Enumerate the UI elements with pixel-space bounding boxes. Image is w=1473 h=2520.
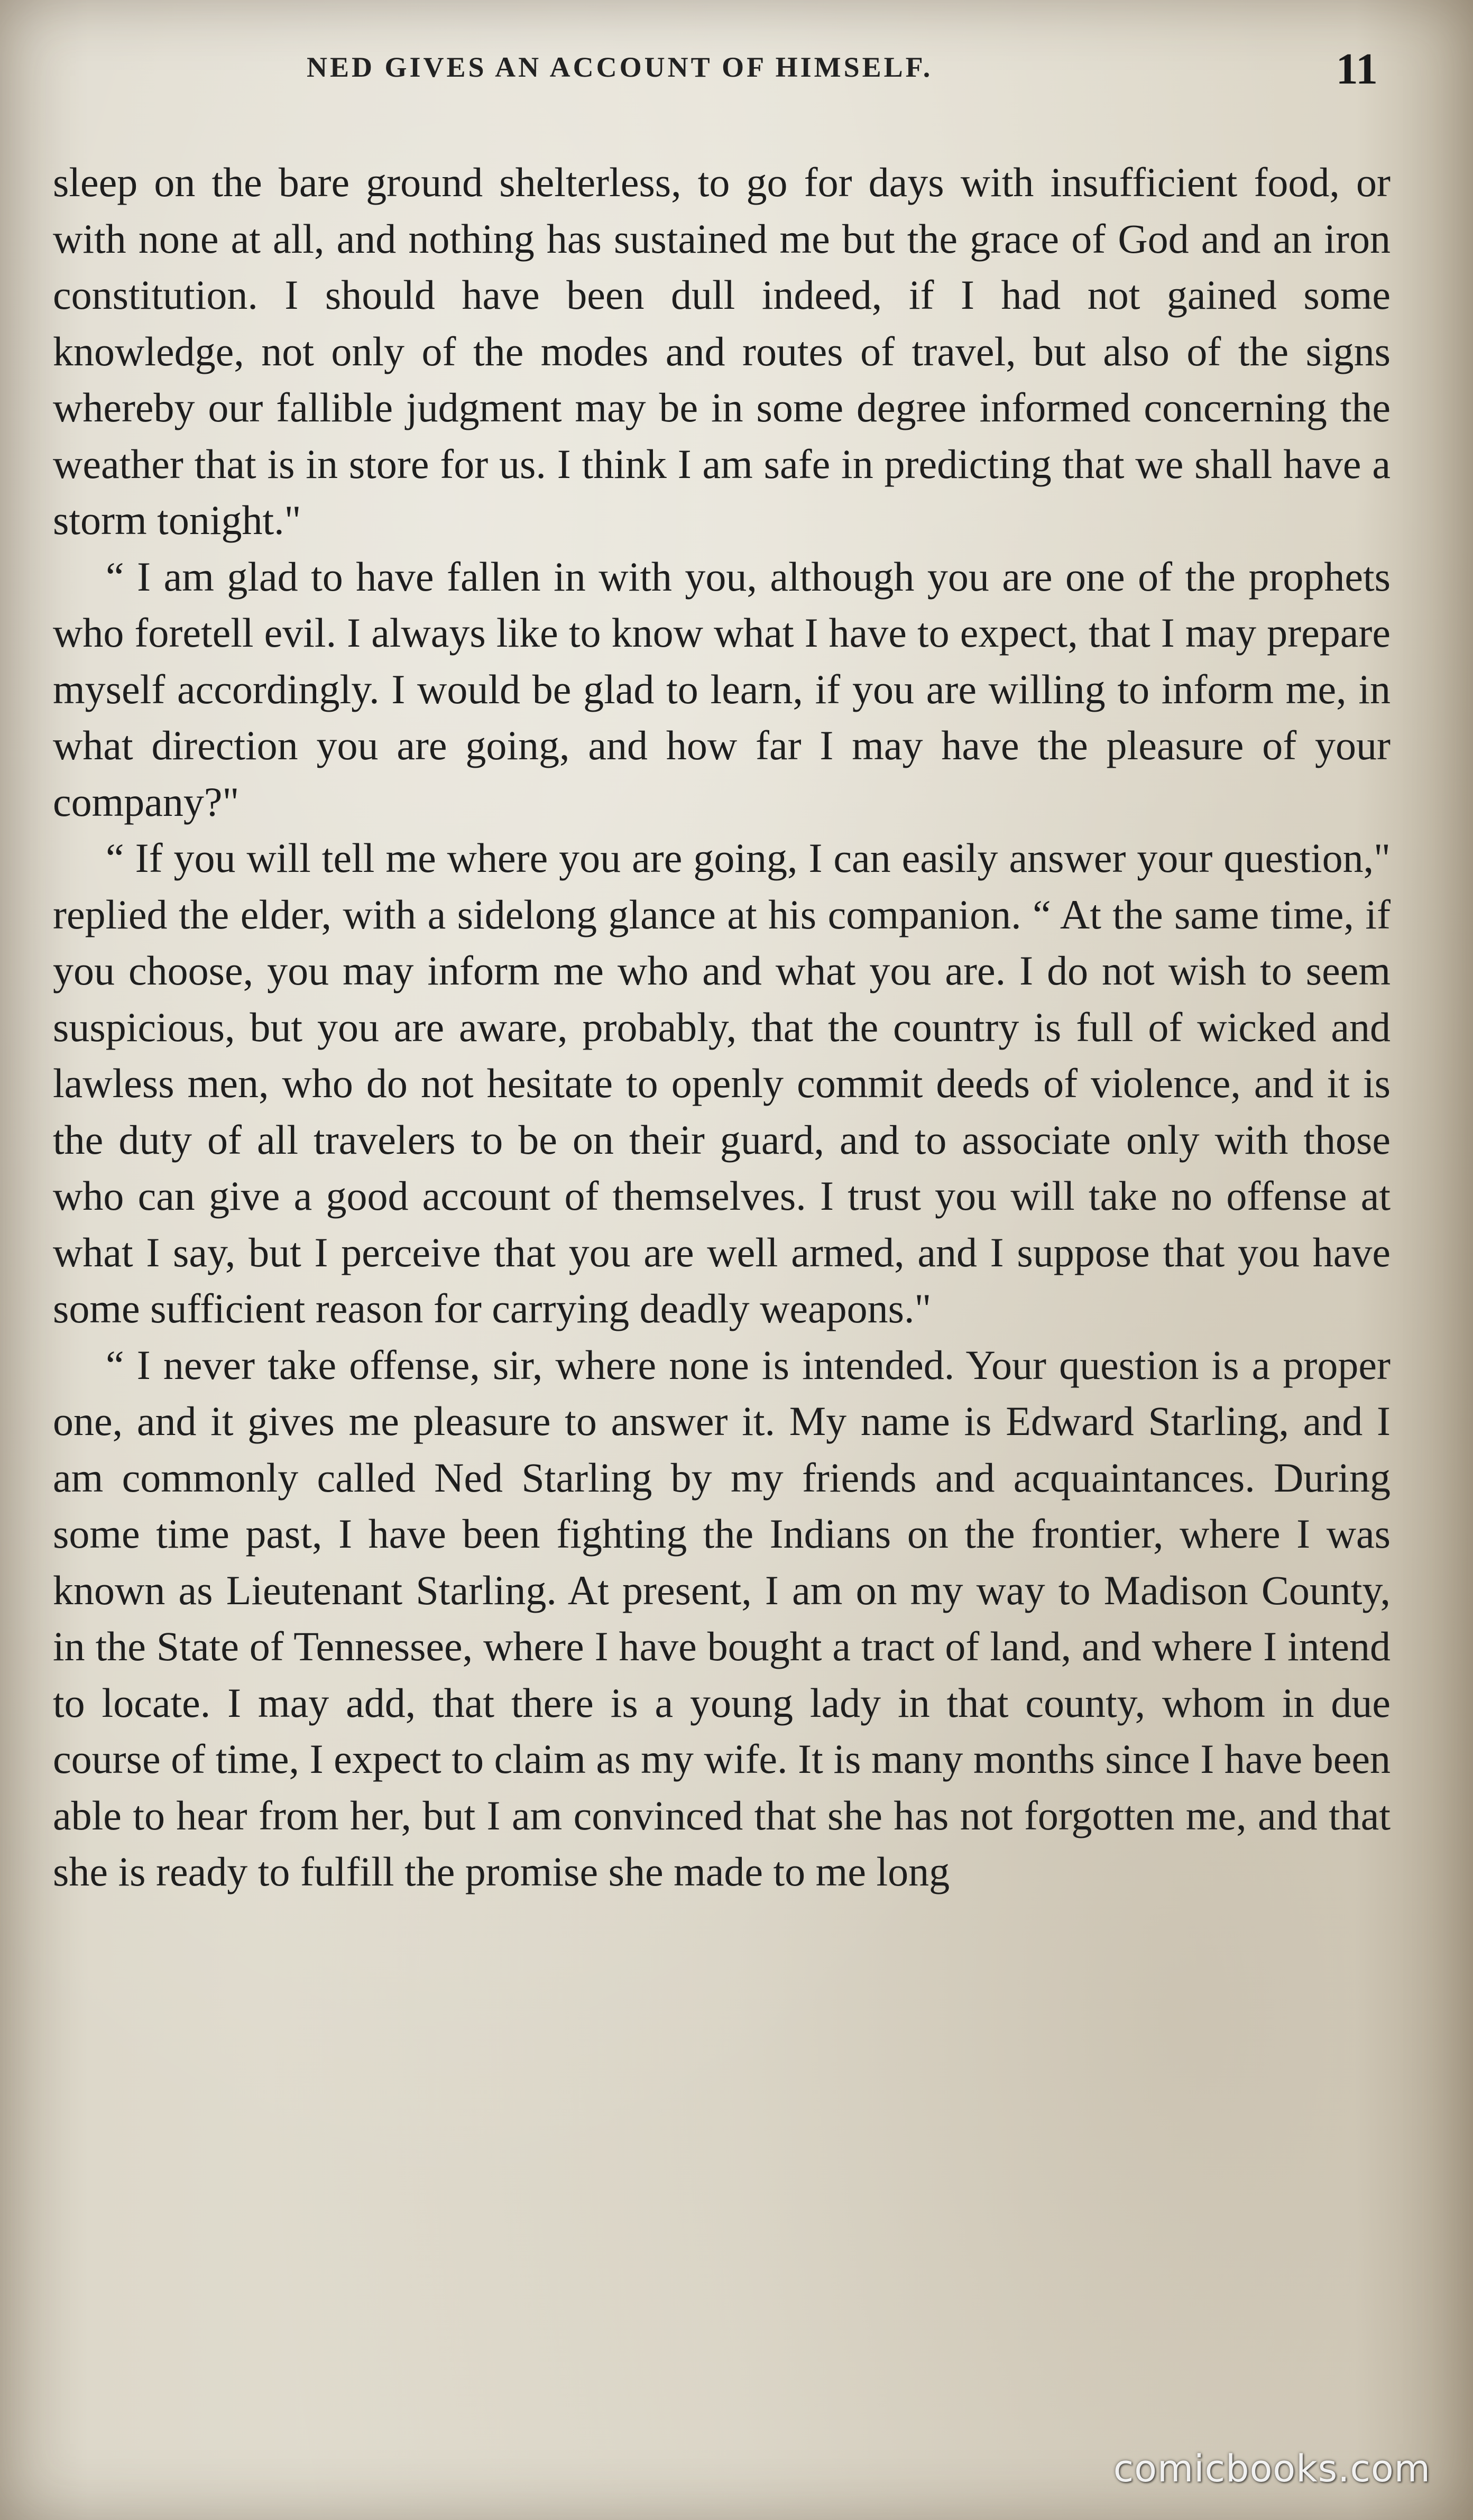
site-watermark: comicbooks.com (1113, 2447, 1431, 2490)
paragraph-elder-reply: “ I am glad to have fallen in with you, although you are one of the prophets who foretell evil. I always like to know what I have to expect, that I may prepare myself accordingly. I would be glad to learn, if you are willing to inform me, in what direction you are going, and how far I may have the pleasure of your company?" (53, 553, 1391, 825)
body-text (53, 154, 1391, 1900)
page-number: 11 (1336, 44, 1378, 94)
paragraph-continuation: sleep on the bare ground shelterless, to go for days with insufficient food, or with none at all, and nothing has sustained me but the grace of God and an iron constitution. I should have been dull indeed, if I had not gained some knowledge, not only of the modes and routes of travel, but also of the signs whereby our fallible judgment may be in some degree informed concerning the weather that is in store for us. I think I am safe in predicting that we shall have a storm tonight." (53, 159, 1391, 543)
paragraph-elder-question: “ If you will tell me where you are going, I can easily answer your question," replied the elder, with a sidelong glance at his companion. “ At the same time, if you choose, you may inform me who and what you are. I do not wish to seem suspicious, but you are aware, probably, that the country is full of wicked and lawless men, who do not hesitate to openly commit deeds of violence, and it is the duty of all travelers to be on their guard, and to associate only with those who can give a good account of themselves. I trust you will take no offense at what I say, but I perceive that you are well armed, and I suppose that you have some sufficient reason for carrying deadly weapons." (53, 835, 1391, 1331)
running-head: NED GIVES AN ACCOUNT OF HIMSELF. (307, 51, 933, 83)
paragraph-ned-answer: “ I never take offense, sir, where none is intended. Your question is a proper one, and it gives me pleasure to answer it. My name is Edward Starling, and I am commonly called Ned Starling by my friends and acquaintances. During some time past, I have been fighting the Indians on the frontier, where I was known as Lieutenant Starling. At present, I am on my way to Madison County, in the State of Tennessee, where I have bought a tract of land, and where I intend to locate. I may add, that there is a young lady in that county, whom in due course of time, I expect to claim as my wife. It is many months since I have been able to hear from her, but I am convinced that she has not forgotten me, and that she is ready to fulfill the promise she made to me long (53, 1341, 1391, 1894)
